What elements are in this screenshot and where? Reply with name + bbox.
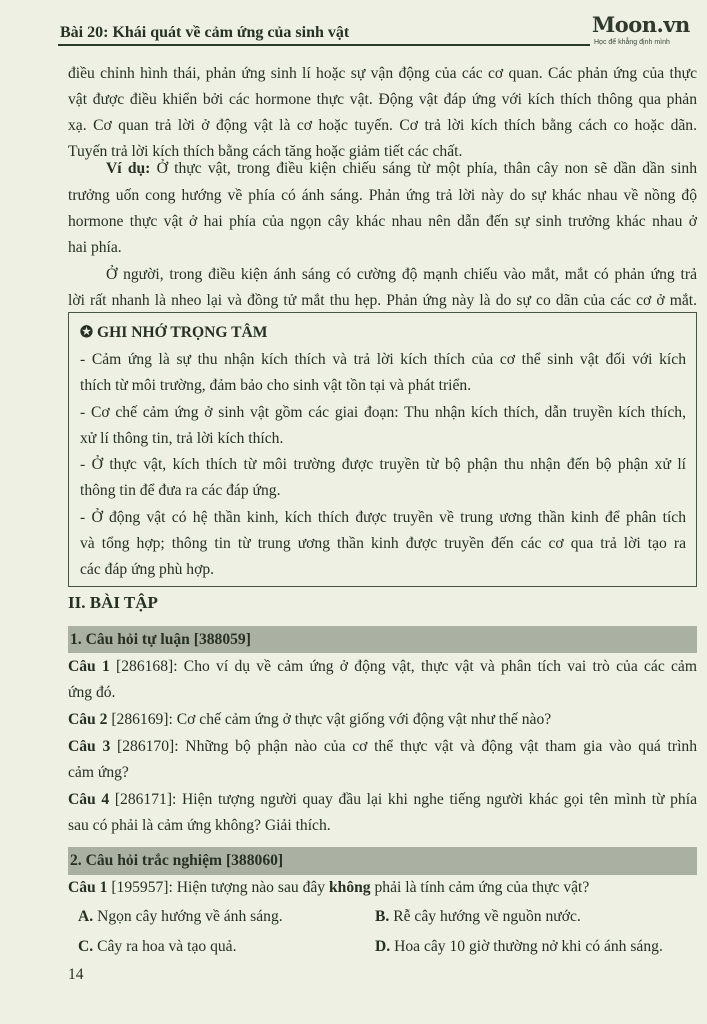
- summary-line: các đáp ứng phù hợp.: [80, 561, 215, 578]
- option-c[interactable]: [78, 934, 237, 960]
- summary-title: [80, 320, 680, 346]
- question-label: Câu 1: [68, 879, 108, 896]
- intro-line: xạ. Cơ quan trả lời ở động vật là cơ hoặc tuyến. Cơ trả lời kích thích bằng cách co hoặc dãn.: [68, 117, 697, 134]
- option-b[interactable]: [375, 904, 581, 930]
- essay-heading: 1. Câu hỏi tự luận [388059]: [68, 626, 697, 653]
- moon-logo: Moon.vn: [592, 12, 690, 37]
- question-text: [286168]: Cho ví dụ về cảm ứng ở động vật, thực vật và phân tích vai trò của các cảm: [109, 658, 697, 675]
- example-line: hormone thực vật ở hai phía của ngọn cây khác nhau nên dẫn đến sự sinh trưởng khác nhau ở: [68, 213, 697, 230]
- question-text: [195957]: Hiện tượng nào sau đây: [107, 879, 329, 896]
- mcq-heading: 2. Câu hỏi trắc nghiệm [388060]: [68, 847, 697, 875]
- summary-line: thông tin để đưa ra các đáp ứng.: [80, 482, 281, 499]
- question-line: [68, 787, 697, 813]
- option-letter: B.: [375, 908, 390, 925]
- question-line: cảm ứng?: [68, 764, 129, 781]
- star-icon: ✪: [80, 324, 94, 341]
- question-label: Câu 1: [68, 658, 110, 675]
- page-number: 14: [68, 966, 84, 983]
- option-text: Rễ cây hướng về nguồn nước.: [389, 908, 581, 925]
- question-text: [286170]: Những bộ phận nào của cơ thể thực vật và động vật tham gia vào quá trình: [110, 738, 697, 755]
- intro-line: vật được điều khiển bởi các hormone thực vật. Động vật đáp ứng với kích thích thông qua phản: [68, 91, 697, 108]
- question-text: [286169]: Cơ chế cảm ứng ở thực vật giống với động vật như thế nào?: [107, 711, 552, 728]
- example-line: [68, 156, 697, 182]
- example-line: trưởng uốn cong hướng về phía có ánh sáng. Phản ứng trả lời này do sự khác nhau về nồng độ: [68, 187, 697, 204]
- human-line: lời rất nhanh là nheo lại và đồng tử mắt thu hẹp. Phản ứng này là do sự co dãn của các cơ ở mắt.: [68, 292, 697, 309]
- summary-line: - Cơ chế cảm ứng ở sinh vật gồm các giai đoạn: Thu nhận kích thích, dẫn truyền kích thích,: [80, 404, 686, 421]
- option-a[interactable]: [78, 904, 283, 930]
- header-rule: [58, 44, 590, 46]
- summary-line: xử lí thông tin, trả lời kích thích.: [80, 430, 284, 447]
- intro-line: điều chỉnh hình thái, phản ứng sinh lí hoặc sự vận động của các cơ quan. Các phản ứng của thực: [68, 65, 697, 82]
- option-letter: D.: [375, 938, 391, 955]
- human-line: Ở người, trong điều kiện ánh sáng có cường độ mạnh chiếu vào mắt, mắt có phản ứng trả: [106, 266, 697, 283]
- summary-line: - Ở thực vật, kích thích từ môi trường được truyền từ bộ phận thu nhận đến bộ phận xử lí: [80, 456, 686, 473]
- question-label: Câu 4: [68, 791, 110, 808]
- question-line: ứng đó.: [68, 684, 116, 701]
- mcq-question: [68, 875, 697, 901]
- summary-title-text: GHI NHỚ TRỌNG TÂM: [96, 324, 268, 341]
- summary-line: thích từ môi trường, đảm bảo cho sinh vật tồn tại và phát triển.: [80, 377, 472, 394]
- option-text: Cây ra hoa và tạo quả.: [93, 938, 237, 955]
- example-line: hai phía.: [68, 239, 122, 256]
- chapter-title: Bài 20: Khái quát về cảm ứng của sinh vật: [60, 24, 350, 41]
- summary-line: và tổng hợp; thông tin từ trung ương thần kinh được truyền đến các cơ qua trả lời tạo ra: [80, 535, 686, 552]
- option-letter: A.: [78, 908, 94, 925]
- question-line: [68, 734, 697, 760]
- option-text: Ngọn cây hướng về ánh sáng.: [93, 908, 283, 925]
- question-text: phải là tính cảm ứng của thực vật?: [370, 879, 590, 896]
- section-title: II. BÀI TẬP: [68, 593, 158, 612]
- question-line: [68, 707, 697, 733]
- example-text: Ở thực vật, trong điều kiện chiếu sáng từ một phía, thân cây non sẽ dần dần sinh: [150, 160, 698, 177]
- example-label: Ví dụ:: [106, 160, 151, 177]
- option-d[interactable]: [375, 934, 663, 960]
- question-line: sau có phải là cảm ứng không? Giải thích.: [68, 817, 331, 834]
- summary-line: - Cảm ứng là sự thu nhận kích thích và trả lời kích thích của cơ thể sinh vật đối với kích: [80, 351, 686, 368]
- question-line: [68, 654, 697, 680]
- question-emphasis: không: [328, 879, 371, 896]
- logo-slogan: Học để khẳng định mình: [594, 39, 670, 46]
- question-label: Câu 3: [68, 738, 111, 755]
- summary-line: - Ở động vật có hệ thần kinh, kích thích được truyền về trung ương thần kinh để phân tích: [80, 509, 686, 526]
- question-label: Câu 2: [68, 711, 108, 728]
- question-text: [286171]: Hiện tượng người quay đầu lại khi nghe tiếng người khác gọi tên mình từ phía: [109, 791, 697, 808]
- intro-line: Tuyến trả lời kích thích bằng cách tăng hoặc giảm tiết các chất.: [68, 143, 463, 160]
- option-text: Hoa cây 10 giờ thường nở khi có ánh sáng.: [390, 938, 663, 955]
- option-letter: C.: [78, 938, 94, 955]
